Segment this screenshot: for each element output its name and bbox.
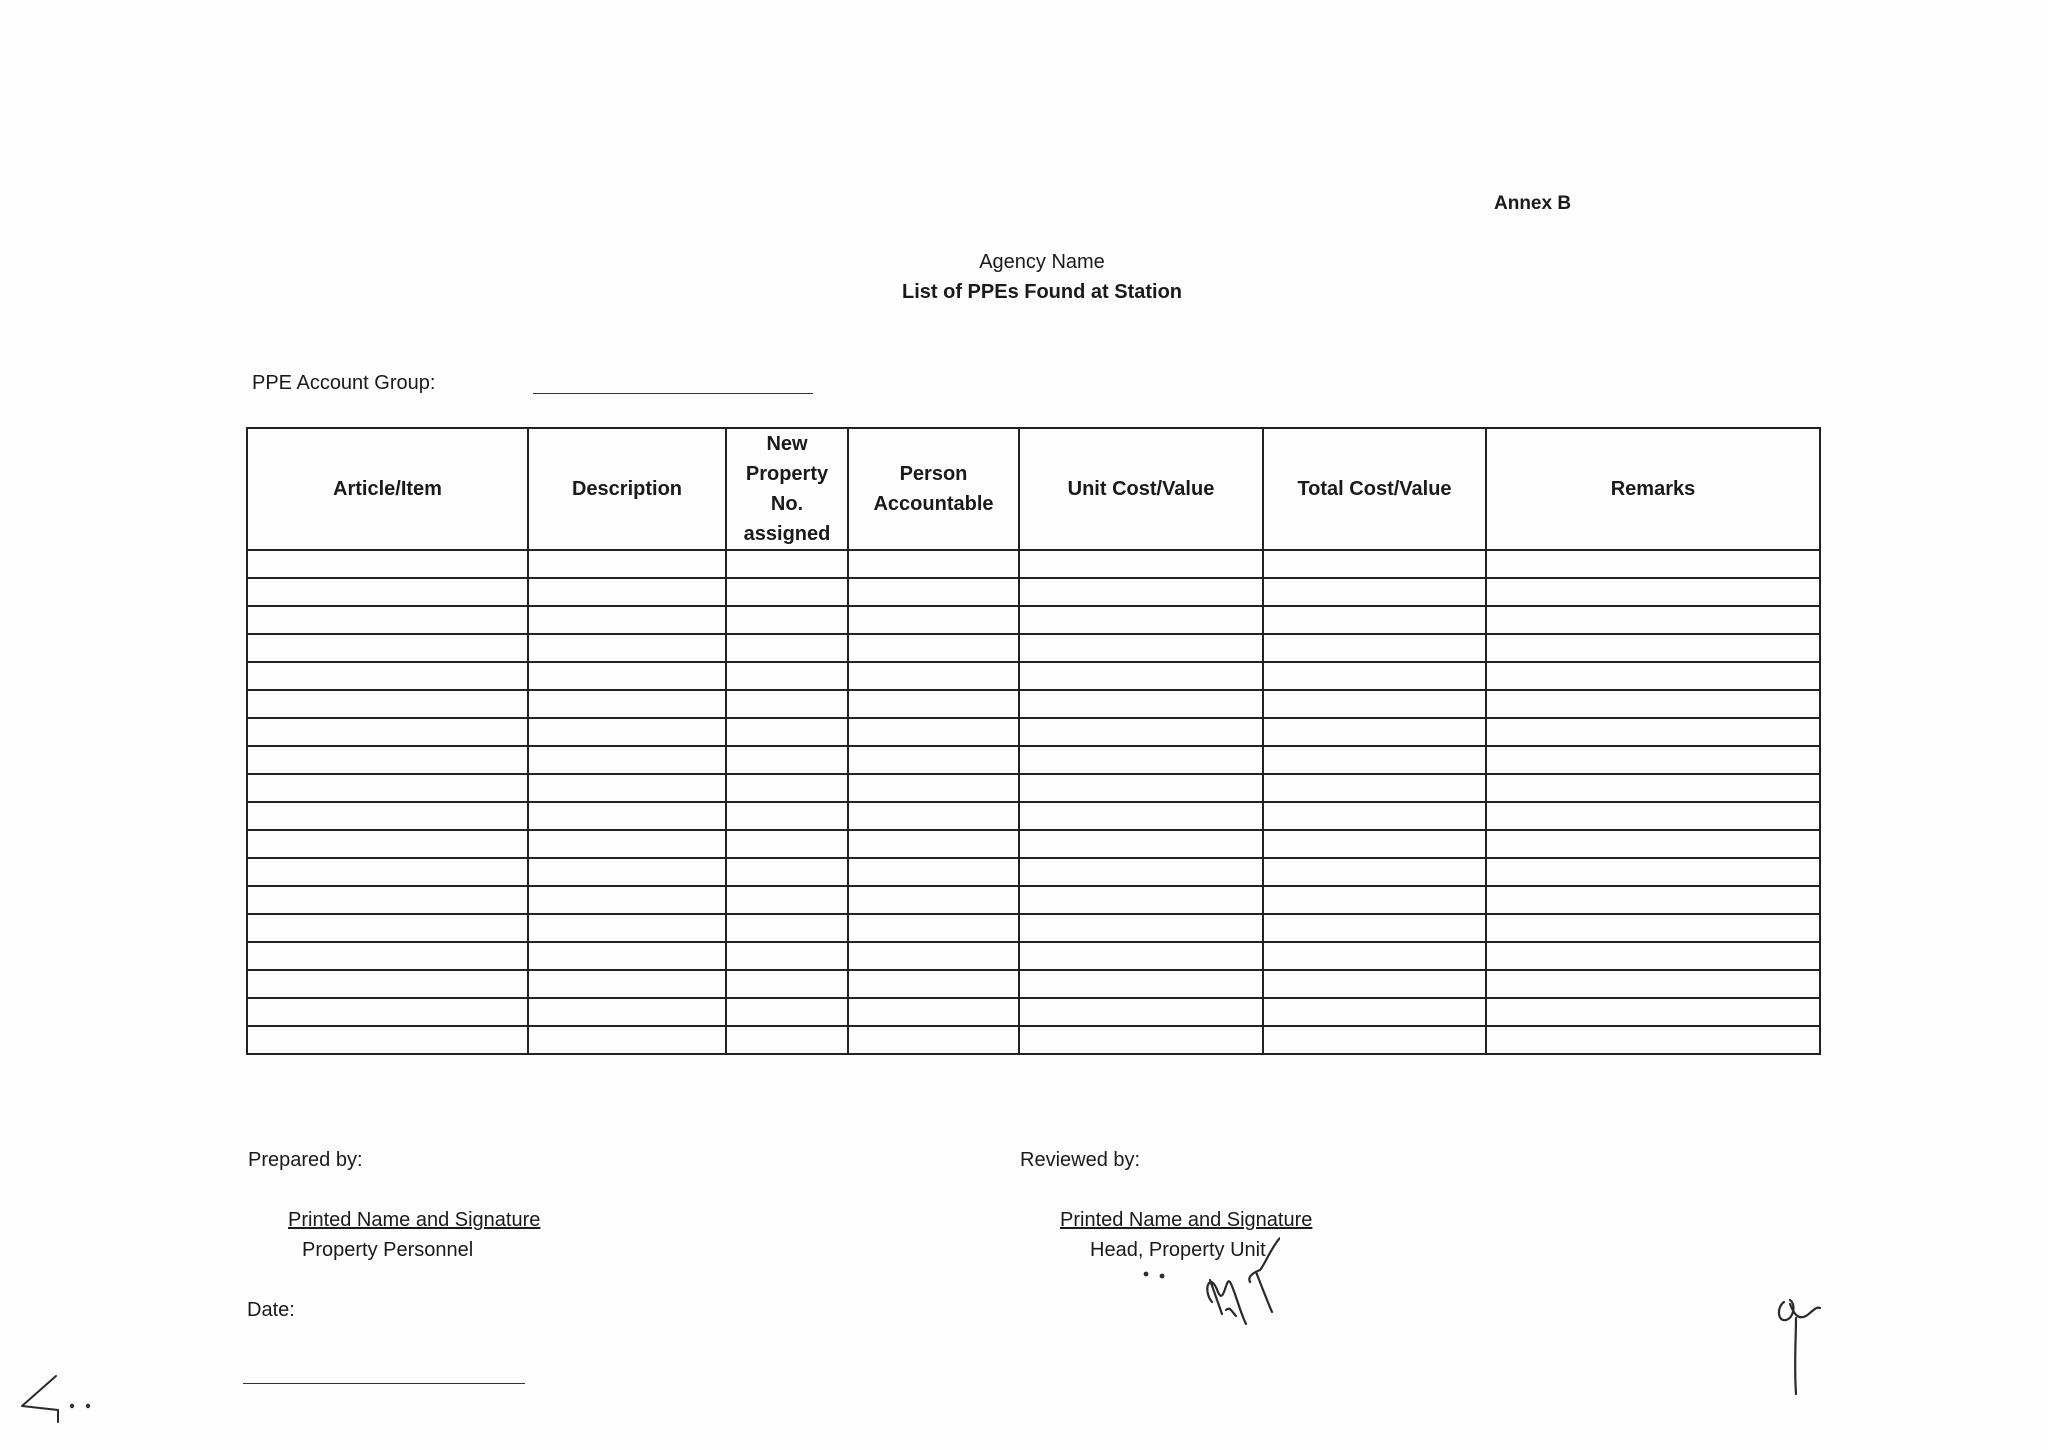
table-cell[interactable]	[247, 914, 528, 942]
table-cell[interactable]	[848, 830, 1019, 858]
table-cell[interactable]	[528, 1026, 726, 1054]
table-cell[interactable]	[528, 718, 726, 746]
table-cell[interactable]	[1263, 690, 1486, 718]
table-cell[interactable]	[247, 830, 528, 858]
table-cell[interactable]	[1263, 886, 1486, 914]
table-cell[interactable]	[1263, 746, 1486, 774]
table-cell[interactable]	[1486, 858, 1820, 886]
table-row	[247, 718, 1820, 746]
table-row	[247, 970, 1820, 998]
table-cell[interactable]	[1263, 578, 1486, 606]
table-cell[interactable]	[1019, 1026, 1263, 1054]
table-cell[interactable]	[1263, 718, 1486, 746]
signature-initials	[1130, 1232, 1280, 1332]
table-cell[interactable]	[848, 970, 1019, 998]
table-cell[interactable]	[1019, 802, 1263, 830]
prepared-by-label: Prepared by:	[248, 1149, 363, 1171]
table-cell[interactable]	[1019, 970, 1263, 998]
table-row	[247, 858, 1820, 886]
table-row	[247, 690, 1820, 718]
table-cell[interactable]	[726, 998, 848, 1026]
table-cell[interactable]	[1486, 970, 1820, 998]
table-cell[interactable]	[1263, 802, 1486, 830]
table-cell[interactable]	[1263, 830, 1486, 858]
table-cell[interactable]	[247, 578, 528, 606]
table-cell[interactable]	[1486, 1026, 1820, 1054]
table-row	[247, 774, 1820, 802]
table-cell[interactable]	[528, 858, 726, 886]
table-cell[interactable]	[1019, 998, 1263, 1026]
column-header-property-no: New Property No. assigned	[726, 428, 848, 550]
table-cell[interactable]	[528, 998, 726, 1026]
table-cell[interactable]	[247, 998, 528, 1026]
table-cell[interactable]	[528, 746, 726, 774]
reviewed-signature-label: Printed Name and Signature	[1060, 1209, 1313, 1231]
table-cell[interactable]	[848, 718, 1019, 746]
table-cell[interactable]	[247, 970, 528, 998]
table-cell[interactable]	[247, 718, 528, 746]
table-cell[interactable]	[528, 634, 726, 662]
table-cell[interactable]	[848, 746, 1019, 774]
table-cell[interactable]	[726, 634, 848, 662]
ppe-account-group-label: PPE Account Group:	[252, 372, 436, 394]
table-cell[interactable]	[1019, 914, 1263, 942]
table-row	[247, 942, 1820, 970]
table-cell[interactable]	[1263, 606, 1486, 634]
table-cell[interactable]	[528, 774, 726, 802]
table-cell[interactable]	[1263, 942, 1486, 970]
table-cell[interactable]	[528, 970, 726, 998]
table-cell[interactable]	[1263, 662, 1486, 690]
table-cell[interactable]	[528, 606, 726, 634]
table-cell[interactable]	[848, 886, 1019, 914]
table-row	[247, 998, 1820, 1026]
prepared-role: Property Personnel	[302, 1239, 474, 1261]
table-cell[interactable]	[726, 886, 848, 914]
table-cell[interactable]	[726, 662, 848, 690]
table-row	[247, 746, 1820, 774]
initial-mark-left	[16, 1372, 96, 1432]
table-cell[interactable]	[848, 1026, 1019, 1054]
table-row	[247, 802, 1820, 830]
table-cell[interactable]	[848, 662, 1019, 690]
table-cell[interactable]	[1486, 998, 1820, 1026]
table-row	[247, 550, 1820, 578]
table-cell[interactable]	[848, 634, 1019, 662]
table-cell[interactable]	[528, 830, 726, 858]
column-header-total-cost: Total Cost/Value	[1263, 428, 1486, 550]
ppe-table	[246, 427, 1821, 1055]
table-cell[interactable]	[848, 690, 1019, 718]
reviewed-by-label: Reviewed by:	[1020, 1149, 1141, 1171]
table-cell[interactable]	[528, 662, 726, 690]
table-body	[247, 550, 1820, 1054]
table-cell[interactable]	[1486, 718, 1820, 746]
table-cell[interactable]	[1486, 914, 1820, 942]
table-row	[247, 1026, 1820, 1054]
table-cell[interactable]	[528, 578, 726, 606]
table-cell[interactable]	[1486, 550, 1820, 578]
table-cell[interactable]	[1019, 662, 1263, 690]
table-cell[interactable]	[1486, 886, 1820, 914]
table-cell[interactable]	[848, 802, 1019, 830]
table-cell[interactable]	[247, 858, 528, 886]
document-title: List of PPEs Found at Station	[902, 281, 1182, 303]
table-cell[interactable]	[848, 606, 1019, 634]
table-cell[interactable]	[1019, 718, 1263, 746]
table-cell[interactable]	[1019, 886, 1263, 914]
table-cell[interactable]	[1263, 774, 1486, 802]
table-cell[interactable]	[1019, 690, 1263, 718]
table-row	[247, 886, 1820, 914]
table-cell[interactable]	[1486, 690, 1820, 718]
table-cell[interactable]	[726, 774, 848, 802]
table-cell[interactable]	[848, 774, 1019, 802]
table-header-row	[247, 428, 1820, 550]
table-cell[interactable]	[247, 550, 528, 578]
prepared-signature-label: Printed Name and Signature	[288, 1209, 541, 1231]
table-cell[interactable]	[1019, 942, 1263, 970]
table-cell[interactable]	[247, 942, 528, 970]
annex-label: Annex B	[1494, 193, 1572, 214]
table-cell[interactable]	[1486, 606, 1820, 634]
table-cell[interactable]	[726, 550, 848, 578]
table-cell[interactable]	[528, 942, 726, 970]
initial-mark-right	[1772, 1290, 1832, 1400]
table-cell[interactable]	[1019, 634, 1263, 662]
table-cell[interactable]	[726, 830, 848, 858]
table-cell[interactable]	[726, 578, 848, 606]
table-cell[interactable]	[848, 578, 1019, 606]
table-cell[interactable]	[1263, 998, 1486, 1026]
reviewed-role: Head, Property Unit	[1090, 1239, 1266, 1261]
table-cell[interactable]	[848, 550, 1019, 578]
table-cell[interactable]	[247, 634, 528, 662]
column-header-unit-cost: Unit Cost/Value	[1019, 428, 1263, 550]
table-row	[247, 578, 1820, 606]
table-cell[interactable]	[726, 1026, 848, 1054]
table-cell[interactable]	[1019, 774, 1263, 802]
table-cell[interactable]	[1486, 774, 1820, 802]
table-cell[interactable]	[726, 970, 848, 998]
table-cell[interactable]	[247, 746, 528, 774]
table-cell[interactable]	[726, 942, 848, 970]
table-cell[interactable]	[1263, 550, 1486, 578]
table-cell[interactable]	[726, 690, 848, 718]
agency-name: Agency Name	[979, 251, 1105, 273]
table-cell[interactable]	[528, 550, 726, 578]
column-header-person-accountable: Person Accountable	[848, 428, 1019, 550]
table-cell[interactable]	[528, 690, 726, 718]
table-cell[interactable]	[1019, 550, 1263, 578]
table-cell[interactable]	[247, 1026, 528, 1054]
table-cell[interactable]	[726, 914, 848, 942]
table-cell[interactable]	[726, 718, 848, 746]
date-label: Date:	[247, 1299, 295, 1321]
table-cell[interactable]	[247, 774, 528, 802]
table-cell[interactable]	[247, 886, 528, 914]
table-cell[interactable]	[726, 802, 848, 830]
table-row	[247, 914, 1820, 942]
table-cell[interactable]	[1263, 1026, 1486, 1054]
table-cell[interactable]	[247, 690, 528, 718]
table-cell[interactable]	[1486, 662, 1820, 690]
table-cell[interactable]	[1263, 970, 1486, 998]
table-cell[interactable]	[726, 858, 848, 886]
table-cell[interactable]	[1019, 858, 1263, 886]
column-header-remarks: Remarks	[1486, 428, 1820, 550]
table-cell[interactable]	[726, 746, 848, 774]
table-cell[interactable]	[848, 858, 1019, 886]
table-cell[interactable]	[247, 662, 528, 690]
table-cell[interactable]	[1019, 746, 1263, 774]
table-cell[interactable]	[1263, 914, 1486, 942]
column-header-description: Description	[528, 428, 726, 550]
table-cell[interactable]	[1486, 942, 1820, 970]
table-cell[interactable]	[1486, 634, 1820, 662]
date-field[interactable]	[243, 1383, 525, 1384]
table-row	[247, 662, 1820, 690]
table-cell[interactable]	[528, 802, 726, 830]
table-cell[interactable]	[1486, 802, 1820, 830]
table-cell[interactable]	[1019, 606, 1263, 634]
table-cell[interactable]	[1263, 858, 1486, 886]
table-cell[interactable]	[247, 802, 528, 830]
table-cell[interactable]	[848, 914, 1019, 942]
table-cell[interactable]	[848, 942, 1019, 970]
table-row	[247, 606, 1820, 634]
ppe-account-group-field[interactable]	[533, 393, 813, 394]
table-cell[interactable]	[848, 998, 1019, 1026]
table-cell[interactable]	[528, 914, 726, 942]
table-cell[interactable]	[528, 886, 726, 914]
table-cell[interactable]	[1486, 830, 1820, 858]
table-row	[247, 634, 1820, 662]
table-cell[interactable]	[1019, 578, 1263, 606]
table-cell[interactable]	[1263, 634, 1486, 662]
table-cell[interactable]	[1019, 830, 1263, 858]
table-cell[interactable]	[1486, 578, 1820, 606]
table-row	[247, 830, 1820, 858]
table-cell[interactable]	[247, 606, 528, 634]
table-cell[interactable]	[726, 606, 848, 634]
column-header-article: Article/Item	[247, 428, 528, 550]
table-cell[interactable]	[1486, 746, 1820, 774]
